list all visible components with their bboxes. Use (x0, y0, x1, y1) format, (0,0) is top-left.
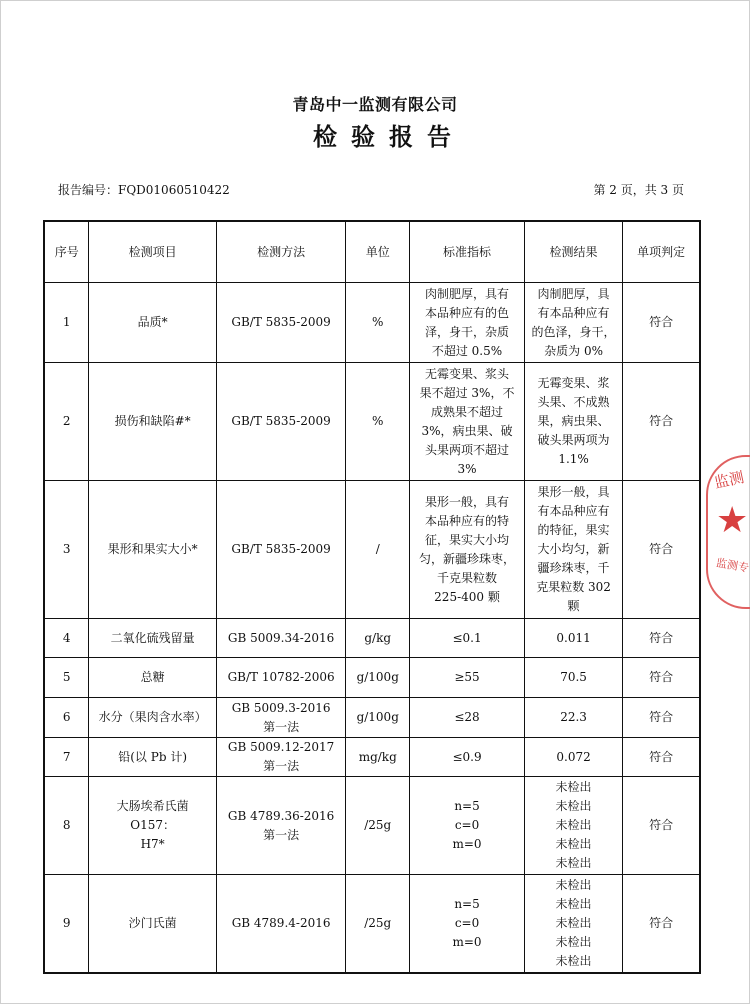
row-index: 9 (44, 875, 89, 973)
row-judgement: 符合 (623, 777, 700, 875)
table-row (44, 738, 700, 777)
row-unit: % (346, 283, 410, 363)
row-judgement: 符合 (623, 619, 700, 658)
row-standard: ≤0.1 (410, 619, 525, 658)
col-header-result: 检测结果 (524, 221, 622, 283)
stamp-text-top: 监测 (712, 468, 746, 492)
row-index: 7 (44, 738, 89, 777)
row-method: GB 4789.4-2016 (216, 875, 346, 973)
row-index: 2 (44, 363, 89, 481)
row-method: GB/T 5835-2009 (216, 283, 346, 363)
row-item: 铅(以 Pb 计) (89, 738, 216, 777)
row-result: 无霉变果、浆 头果、不成熟 果，病虫果、 破头果两项为 1.1% (524, 363, 622, 481)
row-item: 沙门氏菌 (89, 875, 216, 973)
row-unit: / (346, 481, 410, 619)
row-index: 6 (44, 698, 89, 738)
row-judgement: 符合 (623, 698, 700, 738)
table-row (44, 283, 700, 363)
col-header-method: 检测方法 (216, 221, 346, 283)
row-standard: ≤28 (410, 698, 525, 738)
table-row (44, 875, 700, 973)
table-row (44, 777, 700, 875)
row-method: GB/T 5835-2009 (216, 481, 346, 619)
row-standard: 肉制肥厚，具有 本品种应有的色 泽，身干，杂质 不超过 0.5% (410, 283, 525, 363)
row-index: 3 (44, 481, 89, 619)
row-item: 总糖 (89, 658, 216, 698)
row-result: 未检出 未检出 未检出 未检出 未检出 (524, 875, 622, 973)
row-judgement: 符合 (623, 658, 700, 698)
row-result: 肉制肥厚，具 有本品种应有 的色泽，身干， 杂质为 0% (524, 283, 622, 363)
row-index: 1 (44, 283, 89, 363)
col-header-standard: 标准指标 (410, 221, 525, 283)
row-standard: 无霉变果、浆头 果不超过 3%，不 成熟果不超过 3%，病虫果、破 头果两项不超过 3% (410, 363, 525, 481)
row-result: 未检出 未检出 未检出 未检出 未检出 (524, 777, 622, 875)
row-standard: 果形一般，具有 本品种应有的特 征，果实大小均 匀，新疆珍珠枣， 千克果粒数 225-400 颗 (410, 481, 525, 619)
table-row (44, 658, 700, 698)
row-method: GB 5009.3-2016 第一法 (216, 698, 346, 738)
row-unit: g/kg (346, 619, 410, 658)
row-index: 8 (44, 777, 89, 875)
row-unit: mg/kg (346, 738, 410, 777)
row-standard: ≥55 (410, 658, 525, 698)
row-unit: % (346, 363, 410, 481)
col-header-item: 检测项目 (89, 221, 216, 283)
table-header-row (44, 221, 700, 283)
stamp-text-bottom: 监测专 (715, 556, 750, 575)
row-method: GB 5009.12-2017 第一法 (216, 738, 346, 777)
report-number: 报告编号：FQD01060510422 (58, 183, 230, 197)
row-result: 0.011 (524, 619, 622, 658)
row-result: 22.3 (524, 698, 622, 738)
row-method: GB 4789.36-2016 第一法 (216, 777, 346, 875)
table-row (44, 698, 700, 738)
row-unit: g/100g (346, 658, 410, 698)
row-unit: g/100g (346, 698, 410, 738)
table-row (44, 363, 700, 481)
row-item: 品质* (89, 283, 216, 363)
row-method: GB 5009.34-2016 (216, 619, 346, 658)
star-icon: ★ (716, 500, 749, 541)
row-item: 损伤和缺陷#* (89, 363, 216, 481)
row-result: 70.5 (524, 658, 622, 698)
company-name: 青岛中一监测有限公司 (292, 95, 458, 114)
row-method: GB/T 5835-2009 (216, 363, 346, 481)
row-unit: /25g (346, 875, 410, 973)
row-standard: ≤0.9 (410, 738, 525, 777)
row-result: 果形一般，具 有本品种应有 的特征，果实 大小均匀，新 疆珍珠枣，千 克果粒数 302 颗 (524, 481, 622, 619)
red-seal-stamp (706, 455, 750, 609)
page-indicator: 第 2 页，共 3 页 (593, 183, 684, 197)
row-judgement: 符合 (623, 875, 700, 973)
row-item: 果形和果实大小* (89, 481, 216, 619)
row-item: 水分（果肉含水率） (89, 698, 216, 738)
row-item: 二氧化硫残留量 (89, 619, 216, 658)
row-index: 5 (44, 658, 89, 698)
table-row (44, 619, 700, 658)
col-header-index: 序号 (44, 221, 89, 283)
table-row (44, 481, 700, 619)
row-judgement: 符合 (623, 283, 700, 363)
row-standard: n=5 c=0 m=0 (410, 875, 525, 973)
report-title: 检验报告 (313, 123, 465, 151)
row-index: 4 (44, 619, 89, 658)
row-judgement: 符合 (623, 363, 700, 481)
col-header-unit: 单位 (346, 221, 410, 283)
row-item: 大肠埃希氏菌 O157： H7* (89, 777, 216, 875)
row-result: 0.072 (524, 738, 622, 777)
col-header-judgement: 单项判定 (623, 221, 700, 283)
row-method: GB/T 10782-2006 (216, 658, 346, 698)
row-judgement: 符合 (623, 738, 700, 777)
row-unit: /25g (346, 777, 410, 875)
row-judgement: 符合 (623, 481, 700, 619)
row-standard: n=5 c=0 m=0 (410, 777, 525, 875)
inspection-table (43, 220, 701, 974)
